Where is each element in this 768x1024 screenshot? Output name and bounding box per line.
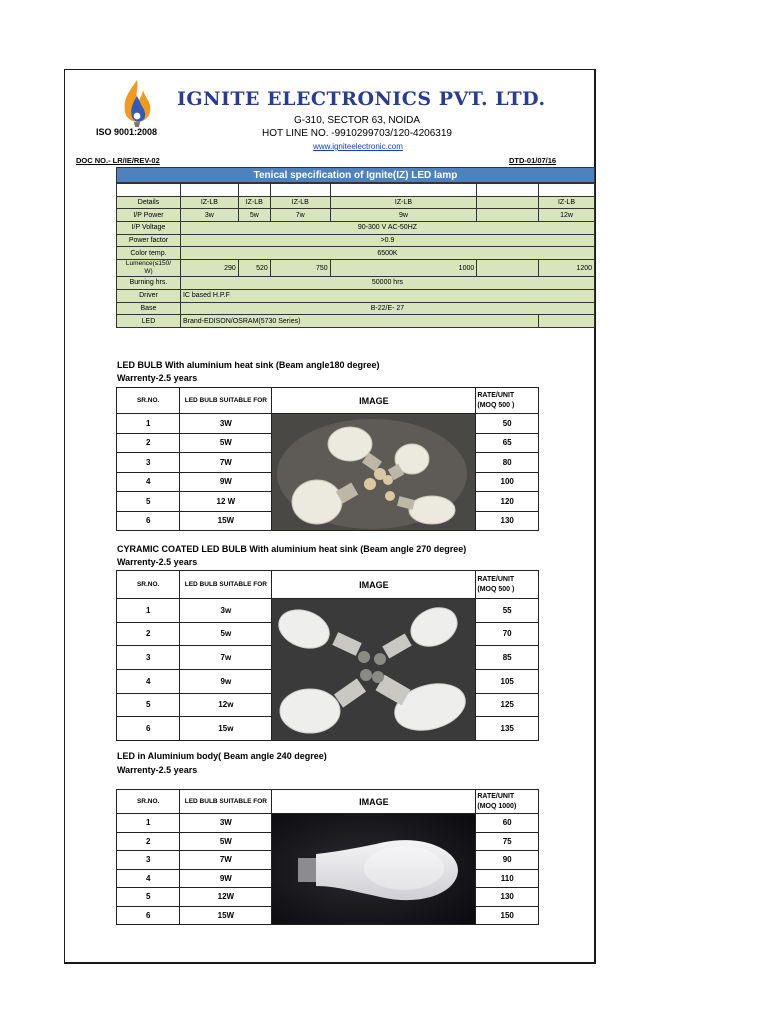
spec-row-base: Base B-22/E- 27 (117, 302, 595, 315)
section-2-title: CYRAMIC COATED LED BULB With aluminium heat sink (Beam angle 270 degree) (117, 544, 467, 554)
section-3-title: LED in Aluminium body( Beam angle 240 degree) (117, 751, 327, 761)
table-row: 5 12w 125 (117, 693, 539, 717)
spec-row-color-temp: Color temp. 6500K (117, 247, 595, 260)
table-row: 6 15w 135 (117, 717, 539, 741)
spec-row-driver: Driver IC based H.P.F (117, 289, 595, 302)
table-row: 2 5W 65 (117, 433, 539, 453)
spec-row-details: Details IZ-LB IZ-LB IZ-LB IZ-LB IZ-LB (117, 196, 595, 209)
price-table-3 (116, 789, 539, 925)
product-image (272, 814, 476, 925)
product-image (272, 599, 476, 741)
aluminium-bulb-photo (272, 814, 475, 924)
table-row: 6 15W 130 (117, 511, 539, 531)
table-header-row: SR.NO. LED BULB SUITABLE FOR IMAGE RATE/UNIT (MOQ 1000) (117, 790, 539, 814)
table-row: 1 3w 55 (117, 599, 539, 623)
spec-row-voltage: I/P Voltage 90-300 V AC-50HZ (117, 222, 595, 235)
spec-blank-row (117, 184, 595, 197)
table-header-row: SR.NO. LED BULB SUITABLE FOR IMAGE RATE/UNIT (MOQ 500 ) (117, 388, 539, 414)
spec-row-power-factor: Power factor >0.9 (117, 234, 595, 247)
table-row: 4 9w 105 (117, 669, 539, 693)
section-1-warranty: Warrenty-2.5 years (117, 373, 198, 383)
led-bulb-photo (272, 414, 475, 530)
table-row: 1 3W 50 (117, 414, 539, 434)
table-row: 4 9W 110 (117, 869, 539, 888)
section-2-warranty: Warrenty-2.5 years (117, 557, 198, 567)
table-row: 6 15W 150 (117, 906, 539, 925)
spec-table (116, 183, 595, 328)
doc-number: DOC NO.- LR/IE/REV-02 (76, 156, 160, 165)
section-1-title: LED BULB With aluminium heat sink (Beam angle180 degree) (117, 360, 380, 370)
table-header-row: SR.NO. LED BULB SUITABLE FOR IMAGE RATE/UNIT (MOQ 500 ) (117, 571, 539, 599)
hotline: HOT LINE NO. -9910299703/120-4206319 (262, 128, 452, 139)
table-row: 2 5W 75 (117, 832, 539, 851)
spec-row-led: LED Brand-EDISON/OSRAM(5730 Series) (117, 315, 595, 328)
price-table-1 (116, 387, 539, 531)
table-row: 1 3W 60 (117, 814, 539, 833)
table-row: 3 7W 90 (117, 851, 539, 870)
website-link[interactable]: www.igniteelectronic.com (313, 142, 403, 151)
table-row: 4 9W 100 (117, 472, 539, 492)
address-line: G-310, SECTOR 63, NOIDA (294, 115, 420, 126)
spec-table-title: Tenical specification of Ignite(IZ) LED lamp (116, 167, 595, 183)
spec-row-lumens: Lumence(≤150/ W) 290 520 750 1000 1200 (117, 260, 595, 277)
section-3-warranty: Warrenty-2.5 years (117, 765, 198, 775)
ceramic-bulb-photo (272, 599, 475, 740)
price-table-2 (116, 570, 539, 741)
spec-row-power: I/P Power 3w 5w 7w 9w 12w (117, 209, 595, 222)
table-row: 2 5w 70 (117, 622, 539, 646)
table-row: 3 7w 85 (117, 646, 539, 670)
doc-date: DTD-01/07/16 (509, 156, 557, 165)
table-row: 3 7W 80 (117, 453, 539, 473)
table-row: 5 12W 130 (117, 888, 539, 907)
company-name: IGNITE ELECTRONICS PVT. LTD. (177, 88, 546, 110)
iso-certification: ISO 9001:2008 (96, 127, 158, 137)
table-row: 5 12 W 120 (117, 492, 539, 512)
product-image (272, 414, 476, 531)
spec-row-burning: Burning hrs. 50000 hrs (117, 277, 595, 290)
